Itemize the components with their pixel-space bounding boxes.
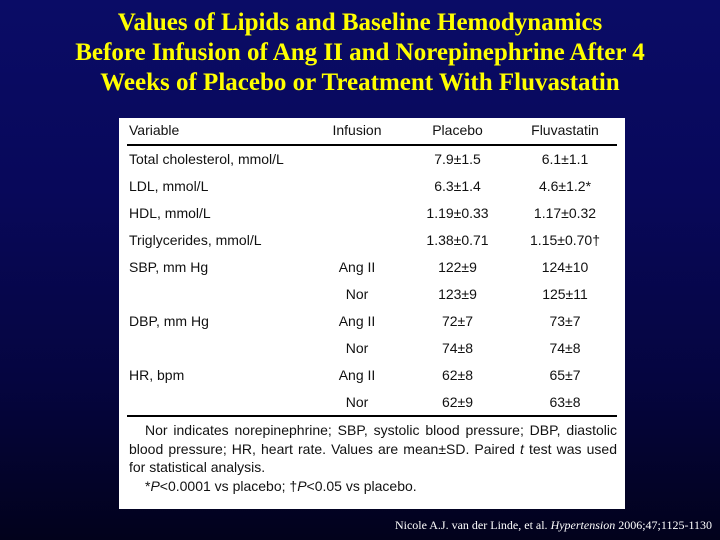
- header-rule: [127, 144, 617, 146]
- table-row: [119, 178, 625, 204]
- table-row: [119, 313, 625, 339]
- slide-title: [0, 8, 720, 98]
- footnote-significance: *P<0.0001 vs placebo; †P<0.05 vs placebo.: [145, 477, 417, 494]
- table-row: [119, 205, 625, 231]
- header-variable: Variable: [129, 122, 180, 138]
- cell-variable: Total cholesterol, mmol/L: [129, 151, 284, 167]
- cell-fluvastatin: 124±10: [541, 259, 589, 275]
- cell-variable: HR, bpm: [129, 367, 185, 383]
- cell-fluvastatin: 73±7: [549, 313, 581, 329]
- table-header-row: [119, 122, 625, 142]
- cell-placebo: 74±8: [441, 340, 474, 356]
- cell-infusion: Nor: [345, 340, 369, 356]
- title-line-3: Weeks of Placebo or Treatment With Fluvastatin: [100, 69, 620, 96]
- cell-placebo: 1.19±0.33: [426, 205, 489, 221]
- title-line-2: Before Infusion of Ang II and Norepinephrine After 4: [75, 39, 645, 66]
- cell-fluvastatin: 65±7: [549, 367, 581, 383]
- cell-fluvastatin: 74±8: [549, 340, 581, 356]
- cell-placebo: 62±9: [441, 394, 474, 410]
- footnote-abbreviations: Nor indicates norepinephrine; SBP, systolic blood pressure; DBP, diastolic blood pressure; HR, heart rate. Values are mean±SD. Paired t test was used for statistical analysis.: [129, 422, 617, 475]
- table-row: [119, 286, 625, 312]
- cell-variable: DBP, mm Hg: [129, 313, 209, 329]
- header-fluvastatin: Fluvastatin: [531, 122, 599, 138]
- table-row: [119, 259, 625, 285]
- cell-fluvastatin: 1.15±0.70†: [530, 232, 600, 248]
- cell-infusion: Nor: [345, 394, 369, 410]
- cell-placebo: 6.3±1.4: [434, 178, 481, 194]
- header-infusion: Infusion: [332, 122, 382, 138]
- cell-infusion: Ang II: [338, 259, 376, 275]
- table-row: [119, 340, 625, 366]
- cell-fluvastatin: 4.6±1.2*: [538, 178, 592, 194]
- table-row: [119, 232, 625, 258]
- cell-fluvastatin: 125±11: [542, 286, 588, 302]
- data-table-panel: [119, 118, 625, 509]
- cell-variable: HDL, mmol/L: [129, 205, 211, 221]
- cell-infusion: Ang II: [338, 367, 376, 383]
- cell-placebo: 72±7: [441, 313, 474, 329]
- cell-fluvastatin: 1.17±0.32: [533, 205, 597, 221]
- citation: Nicole A.J. van der Linde, et al. Hypertension 2006;47;1125-1130: [394, 518, 712, 532]
- table-footnote: [129, 421, 617, 495]
- table-row: [119, 151, 625, 177]
- title-line-1: Values of Lipids and Baseline Hemodynamics: [117, 9, 603, 36]
- cell-placebo: 7.9±1.5: [434, 151, 481, 167]
- cell-placebo: 1.38±0.71: [426, 232, 489, 248]
- cell-infusion: Nor: [345, 286, 369, 302]
- cell-variable: LDL, mmol/L: [129, 178, 209, 194]
- cell-fluvastatin: 6.1±1.1: [541, 151, 589, 167]
- cell-fluvastatin: 63±8: [549, 394, 581, 410]
- cell-variable: Triglycerides, mmol/L: [129, 232, 262, 248]
- cell-placebo: 62±8: [441, 367, 474, 383]
- cell-variable: SBP, mm Hg: [129, 259, 209, 275]
- header-placebo: Placebo: [432, 122, 483, 138]
- cell-placebo: 123±9: [438, 286, 477, 302]
- table-row: [119, 367, 625, 393]
- bottom-rule: [127, 415, 617, 417]
- cell-infusion: Ang II: [338, 313, 376, 329]
- cell-placebo: 122±9: [438, 259, 477, 275]
